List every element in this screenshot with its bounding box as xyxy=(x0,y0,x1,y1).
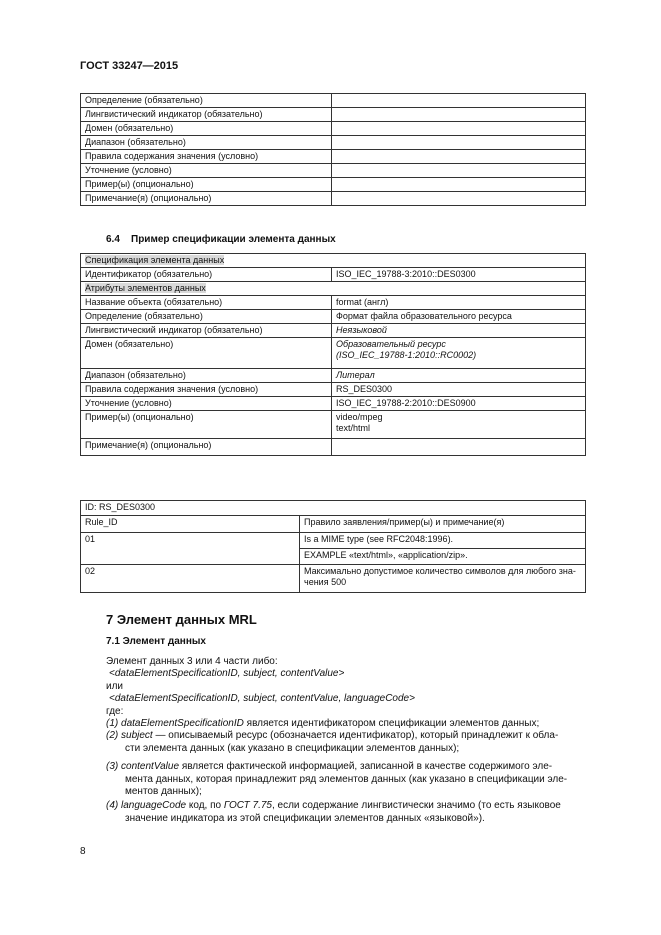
rule-id-cell: ID: RS_DES0300 xyxy=(81,501,586,516)
spec-header-label: Спецификация элемента данных xyxy=(85,255,225,265)
table-row xyxy=(81,439,586,456)
example-value: video/mpeg xyxy=(336,412,383,422)
table-cell: Правила содержания значения (условно) xyxy=(81,150,332,164)
table-row xyxy=(81,178,586,192)
list-item-1 xyxy=(106,718,586,731)
table-cell: Название объекта (обязательно) xyxy=(81,296,332,310)
table-cell: Домен (обязательно) xyxy=(81,338,332,369)
table-cell: Неязыковой xyxy=(332,324,586,338)
table-cell xyxy=(332,122,586,136)
list-item-2 xyxy=(106,730,586,755)
table-row xyxy=(81,397,586,411)
table-cell: 01 xyxy=(81,533,300,565)
table-cell: ISO_IEC_19788-2:2010::DES0900 xyxy=(332,397,586,411)
example-value-2: text/html xyxy=(336,423,371,433)
table-cell: Определение (обязательно) xyxy=(81,94,332,108)
table-row xyxy=(81,108,586,122)
definition-cont: ментов данных); xyxy=(125,786,202,797)
table-cell: Диапазон (обязательно) xyxy=(81,136,332,150)
table-cell: Лингвистический индикатор (обязательно) xyxy=(81,108,332,122)
definition-cont: мента данных, которая принадлежит ряд элементов данных (как указано в спецификации эле- xyxy=(125,773,568,785)
table-row xyxy=(81,411,586,439)
table-cell: Литерал xyxy=(332,369,586,383)
section-7-1-heading: 7.1 Элемент данных xyxy=(106,636,206,647)
list-number: (2) xyxy=(106,730,119,741)
table-cell: RS_DES0300 xyxy=(332,383,586,397)
table-row xyxy=(81,565,586,593)
definition: является идентификатором спецификации элементов данных; xyxy=(246,718,540,729)
table-row xyxy=(81,310,586,324)
table-header-cell: Правило заявления/пример(ы) и примечание(я) xyxy=(300,516,586,533)
table-row xyxy=(81,254,586,268)
attr-header-cell xyxy=(81,282,586,296)
domain-value: Образовательный ресурс xyxy=(336,339,446,349)
rule-table xyxy=(80,500,586,593)
list-number: (4) xyxy=(106,800,119,811)
rule-text-line: чения 500 xyxy=(304,577,347,587)
table-row xyxy=(81,94,586,108)
table-cell: 02 xyxy=(81,565,300,593)
formula-text: <dataElementSpecificationID, subject, contentValue> xyxy=(109,668,345,679)
table-row xyxy=(81,501,586,516)
table-row xyxy=(81,136,586,150)
table-row xyxy=(81,164,586,178)
table-cell xyxy=(332,192,586,206)
spec-template-table xyxy=(80,93,586,206)
page-number: 8 xyxy=(80,846,86,857)
table-row xyxy=(81,122,586,136)
table-cell: EXAMPLE «text/html», «application/zip». xyxy=(300,549,586,565)
list-number: (1) xyxy=(106,718,119,729)
table-row xyxy=(81,516,586,533)
table-row xyxy=(81,324,586,338)
definition: является фактической информацией, записанной в качестве содержимого эле- xyxy=(181,761,553,772)
table-cell: Is a MIME type (see RFC2048:1996). xyxy=(300,533,586,549)
definition: код, по xyxy=(188,800,222,811)
formula-text: <dataElementSpecificationID, subject, contentValue, languageCode> xyxy=(109,693,415,704)
rule-text-line: Максимально допустимое количество символов для любого зна- xyxy=(304,566,576,576)
table-cell xyxy=(332,338,586,369)
table-cell: Уточнение (условно) xyxy=(81,397,332,411)
table-cell xyxy=(332,411,586,439)
table-row xyxy=(81,338,586,369)
table-cell: Примечание(я) (опционально) xyxy=(81,439,332,456)
table-row xyxy=(81,369,586,383)
table-cell: Примечание(я) (опционально) xyxy=(81,192,332,206)
document-header: ГОСТ 33247—2015 xyxy=(80,60,179,72)
term: languageCode xyxy=(121,800,187,811)
term: dataElementSpecificationID xyxy=(121,718,244,729)
table-cell: Лингвистический индикатор (обязательно) xyxy=(81,324,332,338)
table-cell xyxy=(332,108,586,122)
formula-1 xyxy=(109,668,589,681)
spec-header-cell xyxy=(81,254,586,268)
table-row xyxy=(81,533,586,549)
domain-value-ref: (ISO_IEC_19788-1:2010::RC0002) xyxy=(336,350,477,360)
spec-example-table xyxy=(80,253,586,456)
table-header-cell: Rule_ID xyxy=(81,516,300,533)
definition: , если содержание лингвистически значимо (то есть языковое xyxy=(271,800,561,811)
table-row xyxy=(81,268,586,282)
table-cell xyxy=(332,178,586,192)
table-row xyxy=(81,296,586,310)
table-cell: ISO_IEC_19788-3:2010::DES0300 xyxy=(332,268,586,282)
standard-reference: ГОСТ 7.75 xyxy=(223,800,272,811)
table-cell: Пример(ы) (опционально) xyxy=(81,411,332,439)
where-text: где: xyxy=(106,706,124,717)
definition: — описываемый ресурс (обозначается идентификатор), который принадлежит к обла- xyxy=(155,730,559,741)
table-cell: Домен (обязательно) xyxy=(81,122,332,136)
list-item-3 xyxy=(106,761,586,799)
term: contentValue xyxy=(121,761,180,772)
table-row xyxy=(81,282,586,296)
section-7-heading: 7 Элемент данных MRL xyxy=(106,612,257,627)
table-cell: format (англ) xyxy=(332,296,586,310)
table-cell: Уточнение (условно) xyxy=(81,164,332,178)
table-row xyxy=(81,383,586,397)
table-row xyxy=(81,192,586,206)
table-cell xyxy=(332,136,586,150)
formula-2 xyxy=(109,693,589,706)
term: subject xyxy=(121,730,153,741)
table-cell xyxy=(332,150,586,164)
section-heading: 6.4 Пример спецификации элемента данных xyxy=(106,234,336,245)
table-cell: Идентификатор (обязательно) xyxy=(81,268,332,282)
table-row xyxy=(81,150,586,164)
table-cell xyxy=(332,164,586,178)
table-cell: Правила содержания значения (условно) xyxy=(81,383,332,397)
table-cell xyxy=(300,565,586,593)
table-cell xyxy=(332,94,586,108)
definition-cont: сти элемента данных (как указано в спецификации элементов данных); xyxy=(125,742,460,754)
list-item-4 xyxy=(106,800,586,825)
list-number: (3) xyxy=(106,761,119,772)
or-text: или xyxy=(106,681,124,692)
table-cell: Формат файла образовательного ресурса xyxy=(332,310,586,324)
attr-header-label: Атрибуты элементов данных xyxy=(85,283,206,293)
table-cell: Определение (обязательно) xyxy=(81,310,332,324)
definition-cont: значение индикатора из этой спецификации элементов данных «языковой»). xyxy=(125,812,485,824)
body-paragraph: Элемент данных 3 или 4 части либо: xyxy=(106,656,278,667)
table-cell: Диапазон (обязательно) xyxy=(81,369,332,383)
table-cell xyxy=(332,439,586,456)
table-cell: Пример(ы) (опционально) xyxy=(81,178,332,192)
